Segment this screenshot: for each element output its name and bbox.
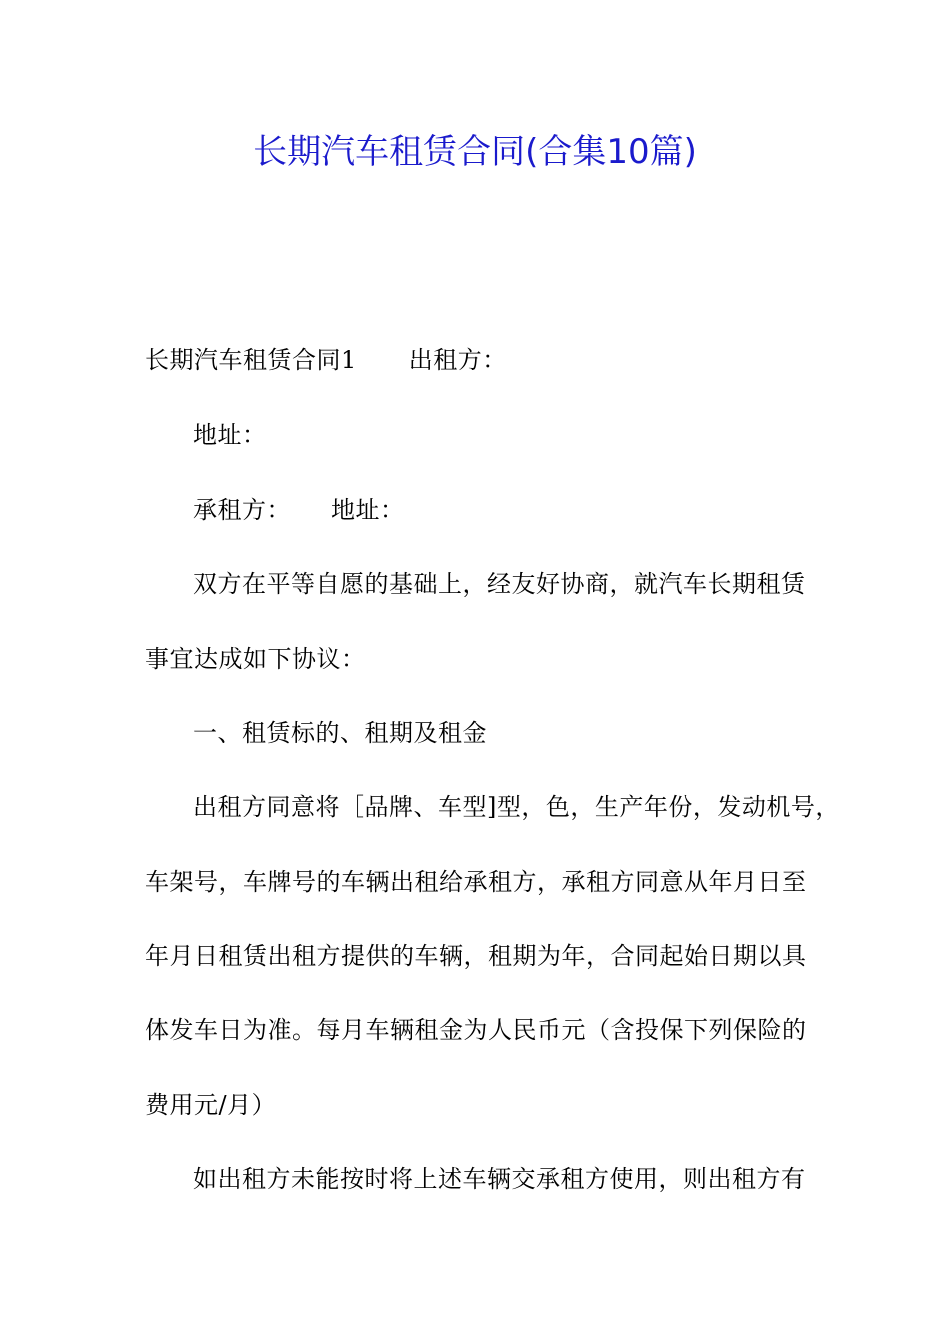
paragraph-line: 出租方同意将［品牌、车型]型，色，生产年份，发动机号， (193, 793, 840, 821)
paragraph-line: 如出租方未能按时将上述车辆交承租方使用，则出租方有 (193, 1165, 806, 1193)
lessor-address-label: 地址： (193, 421, 267, 449)
section-heading: 一、租赁标的、租期及租金 (193, 719, 487, 747)
lessee-label: 承租方： (193, 496, 291, 524)
contract-heading: 长期汽车租赁合同1 (145, 346, 357, 374)
paragraph-line: 车架号，车牌号的车辆出租给承租方，承租方同意从年月日至 (145, 868, 807, 896)
lessee-line (193, 492, 405, 528)
paragraph-line: 双方在平等自愿的基础上，经友好协商，就汽车长期租赁 (193, 570, 806, 598)
paragraph-line: 费用元/月） (145, 1091, 277, 1119)
lessee-address-label: 地址： (331, 496, 405, 524)
paragraph-line: 年月日租赁出租方提供的车辆，租期为年，合同起始日期以具 (145, 942, 807, 970)
document-title: 长期汽车租赁合同(合集10篇) (253, 132, 697, 172)
contract-heading-line (145, 342, 507, 378)
paragraph-line: 事宜达成如下协议： (145, 645, 366, 673)
paragraph-line: 体发车日为准。每月车辆租金为人民币元（含投保下列保险的 (145, 1016, 807, 1044)
lessor-label: 出租方： (408, 346, 507, 374)
